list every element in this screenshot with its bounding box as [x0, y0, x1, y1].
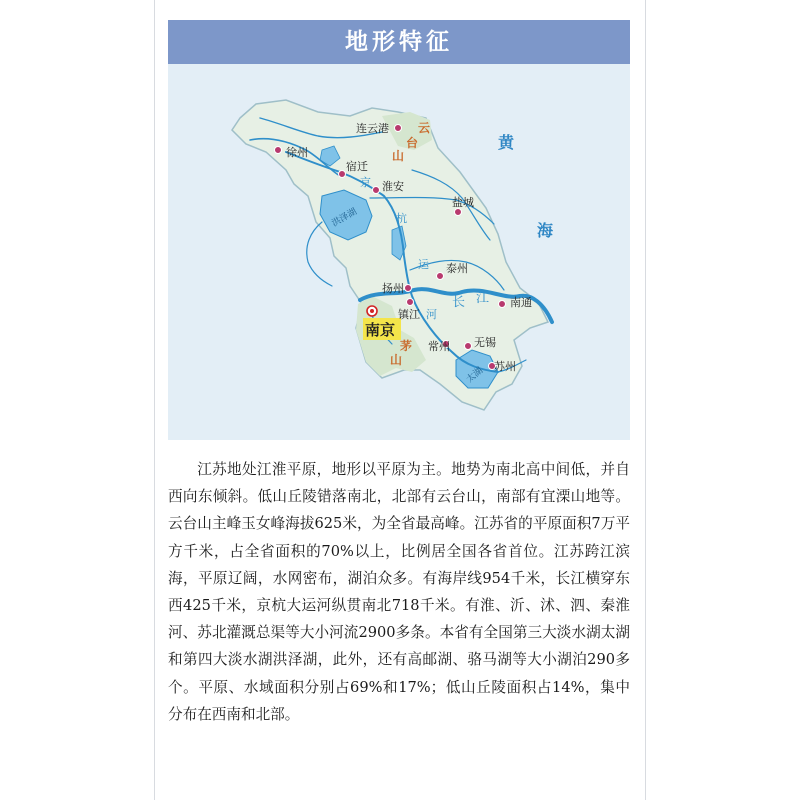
maoshan-char-2: 山 [390, 353, 403, 367]
description-text [168, 456, 630, 728]
city-label-lianyungang: 连云港 [356, 122, 389, 135]
city-label-changzhou: 常州 [428, 340, 450, 353]
maoshan-char-1: 茅 [400, 339, 413, 353]
capital-label: 南京 [365, 321, 396, 339]
yangtze-char-1: 长 [452, 295, 466, 310]
city-dot-suqian [339, 171, 346, 178]
city-dot-nantong [499, 301, 506, 308]
city-label-suzhou: 苏州 [494, 360, 516, 373]
canal-char-4: 河 [426, 308, 437, 321]
canal-char-1: 京 [360, 176, 371, 189]
sea-char-1: 黄 [498, 133, 515, 152]
yuntai-char-1: 云 [418, 121, 431, 135]
city-dot-xuzhou [275, 147, 282, 154]
city-label-nantong: 南通 [510, 296, 532, 309]
page-title: 地形特征 [168, 20, 630, 64]
lake-label-hongze: 洪泽湖 [330, 206, 359, 230]
yuntai-char-2: 台 [406, 136, 419, 150]
city-label-yancheng: 盐城 [452, 196, 474, 209]
city-dot-huaian [373, 187, 380, 194]
city-label-taizhou: 泰州 [446, 262, 468, 275]
city-label-wuxi: 无锡 [474, 336, 496, 349]
city-label-xuzhou: 徐州 [286, 146, 308, 159]
canal-char-3: 运 [418, 258, 429, 271]
canal-char-2: 杭 [396, 212, 407, 225]
city-dot-wuxi [465, 343, 472, 350]
yuntai-char-3: 山 [392, 149, 405, 163]
capital-center-dot [370, 309, 374, 313]
city-label-suqian: 宿迁 [346, 160, 368, 173]
city-label-huaian: 淮安 [382, 180, 404, 193]
sea-char-2: 海 [537, 221, 554, 240]
jiangsu-topography-map [168, 64, 630, 440]
city-dot-lianyungang [395, 125, 402, 132]
yangtze-char-2: 江 [476, 291, 490, 306]
city-dot-taizhou [437, 273, 444, 280]
city-dot-zhenjiang [407, 299, 414, 306]
description-paragraph: 江苏地处江淮平原，地形以平原为主。地势为南北高中间低，并自西向东倾斜。低山丘陵错落南北，北部有云台山，南部有宜溧山地等。云台山主峰玉女峰海拔625米，为全省最高峰。江苏省的平原面积7万平方千米，占全省面积的70%以上，比例居全国各省首位。江苏跨江滨海，平原辽阔，水网密布，湖泊众多。有海岸线954千米，长江横穿东西425千米，京杭大运河纵贯南北718千米。有淮、沂、沭、泗、秦淮河、苏北灌溉总渠等大小河流2900多条。本省有全国第三大淡水湖太湖和第四大淡水湖洪泽湖，此外，还有高邮湖、骆马湖等大小湖泊290多个。平原、水域面积分别占69%和17%；低山丘陵面积占14%，集中分布在西南和北部。 [168, 461, 630, 723]
city-dot-yancheng [455, 209, 462, 216]
lake-label-taihu: 太湖 [464, 365, 486, 386]
city-label-yangzhou: 扬州 [382, 282, 404, 295]
city-label-zhenjiang: 镇江 [398, 308, 420, 321]
city-dot-yangzhou [405, 285, 412, 292]
